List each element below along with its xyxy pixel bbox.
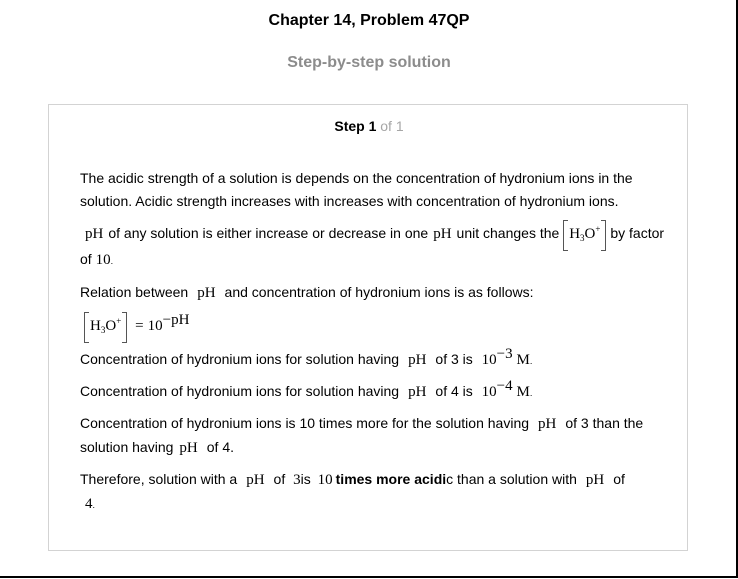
period: . — [110, 256, 114, 266]
emphasis-text: times more acidi — [335, 471, 447, 487]
ion-sup: + — [595, 224, 601, 234]
ion-h: H — [90, 318, 101, 334]
molar-unit: M — [516, 352, 530, 368]
equation — [80, 313, 665, 340]
text: Concentration of hydronium ions is 10 times more for the solution having — [80, 415, 530, 431]
ph-symbol: pH — [408, 384, 427, 400]
ph-symbol: pH — [538, 416, 557, 432]
ph-symbol: pH — [246, 472, 265, 488]
text: by factor of — [80, 225, 665, 267]
paragraph-ph4: Concentration of hydronium ions for solution having pH of 4 is $10^{-4}$ M. — [80, 378, 533, 400]
ph-symbol: pH — [408, 352, 427, 368]
ph-value-4: 4 — [85, 496, 93, 512]
eq-exponent: −pH — [162, 312, 190, 328]
ion-sub: 3 — [580, 233, 585, 243]
ten-factor: 10 — [317, 472, 333, 488]
conc-base: 10 — [481, 352, 497, 368]
eq-base: 10 — [147, 318, 163, 334]
ion-h: H — [569, 226, 581, 242]
text: of 4. — [206, 439, 234, 455]
ion-o: O — [584, 226, 596, 242]
step-label: Step 1 — [334, 118, 377, 134]
text: of any solution is either increase or decrease in one — [108, 225, 429, 241]
page-subtitle: Step-by-step solution — [287, 54, 451, 71]
paragraph-relation — [80, 281, 665, 305]
period: . — [92, 500, 96, 510]
conc-exponent: −3 — [496, 346, 513, 362]
conc-exponent: −4 — [496, 378, 513, 394]
ph-symbol: pH — [85, 226, 104, 242]
hydronium-concentration — [84, 313, 127, 340]
ten-value: 10 — [95, 252, 111, 268]
ph-symbol: pH — [433, 226, 452, 242]
text: of 3 than the solution having — [80, 415, 644, 455]
molar-unit: M — [516, 384, 530, 400]
text: and concentration of hydronium ions is as follows: — [224, 284, 534, 300]
text: of — [273, 471, 286, 487]
ph-symbol: pH — [179, 440, 198, 456]
solution-content — [80, 167, 665, 517]
step-count: of 1 — [376, 118, 404, 134]
equals-sign: = — [135, 318, 144, 334]
step-indicator — [49, 118, 689, 134]
solution-card — [48, 104, 688, 551]
paragraph-ph-unit — [80, 221, 665, 273]
text: Concentration of hydronium ions for solution having — [80, 383, 400, 399]
text: of 3 is — [435, 351, 473, 367]
ion-sub: 3 — [100, 325, 106, 335]
text: is — [300, 471, 311, 487]
text: Therefore, solution with a — [80, 471, 238, 487]
ph-value-3: 3 — [293, 472, 301, 488]
text: c than a solution with — [446, 471, 577, 487]
paragraph-conclusion — [80, 468, 665, 517]
text: Concentration of hydronium ions for solution having — [80, 351, 400, 367]
ion-sup: + — [116, 316, 122, 326]
paragraph-ph3: Concentration of hydronium ions for solution having pH of 3 is $10^{-3}$ M. — [80, 346, 533, 368]
page-title: Chapter 14, Problem 47QP — [268, 12, 470, 29]
hydronium-concentration — [563, 221, 606, 248]
conc-base: 10 — [481, 384, 497, 400]
text: of 4 is — [435, 383, 473, 399]
ion-o: O — [105, 318, 117, 334]
ph-symbol: pH — [197, 285, 216, 301]
paragraph-comparison — [80, 412, 665, 460]
paragraph-intro: The acidic strength of a solution is depends on the concentration of hydronium ions in the solution. Acidic strength increases with increases with concentration of hydronium ions. — [80, 170, 633, 209]
text: unit changes the — [456, 225, 560, 241]
text: of — [613, 471, 625, 487]
ph-symbol: pH — [585, 472, 605, 488]
text: Relation between — [80, 284, 189, 300]
